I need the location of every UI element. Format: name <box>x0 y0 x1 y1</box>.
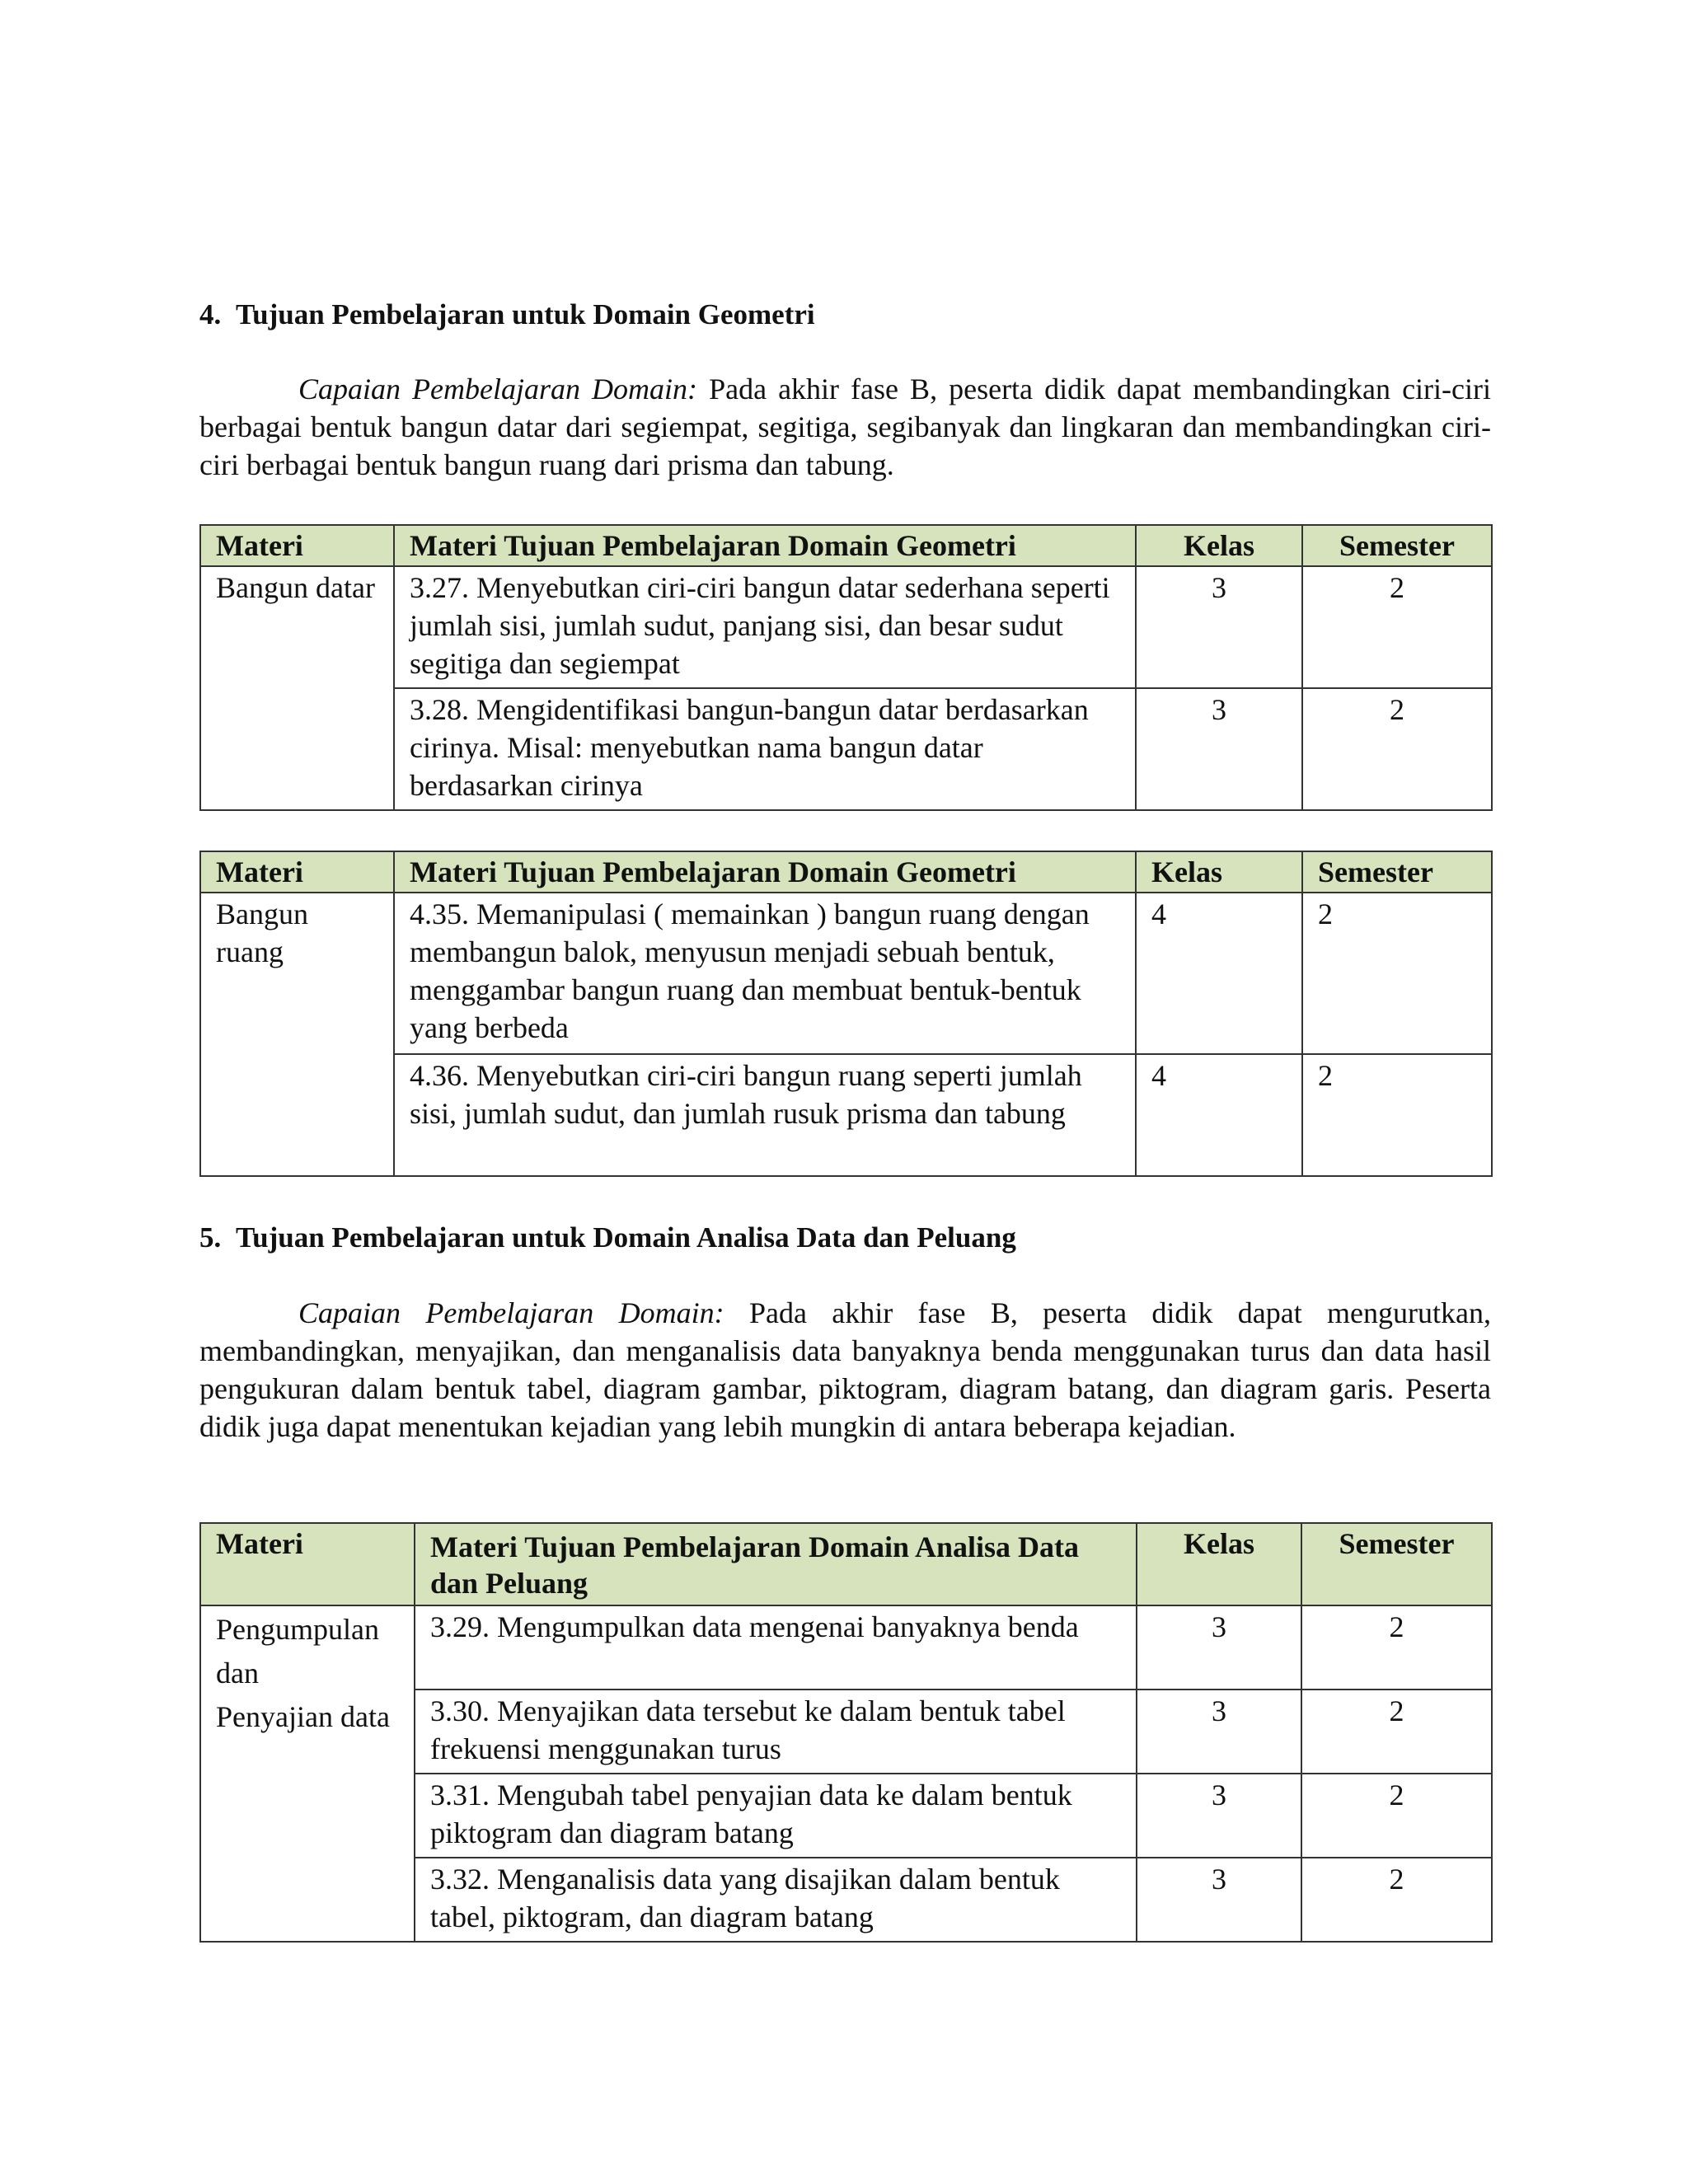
header-materi: Materi <box>200 851 394 893</box>
kelas-cell: 3 <box>1136 566 1302 688</box>
header-kelas: Kelas <box>1137 1523 1301 1605</box>
header-tujuan: Materi Tujuan Pembelajaran Domain Geometri <box>394 851 1136 893</box>
table-row <box>200 1605 1492 1690</box>
section-5-title: Tujuan Pembelajaran untuk Domain Analisa Data dan Peluang <box>236 1221 1016 1254</box>
kelas-cell: 3 <box>1136 688 1302 810</box>
header-materi: Materi <box>200 1523 415 1605</box>
section-4-paragraph <box>199 370 1491 484</box>
section-5-heading <box>199 1219 1016 1257</box>
tp-cell: 3.32. Menganalisis data yang disajikan dalam bentuk tabel, piktogram, dan diagram batang <box>415 1858 1137 1942</box>
tp-cell: 3.31. Mengubah tabel penyajian data ke dalam bentuk piktogram dan diagram batang <box>415 1774 1137 1858</box>
kelas-cell: 3 <box>1137 1774 1301 1858</box>
section-4-title: Tujuan Pembelajaran untuk Domain Geometri <box>236 298 815 330</box>
section-4-number: 4. <box>199 298 222 330</box>
semester-cell: 2 <box>1302 1054 1492 1176</box>
table-header-row <box>200 1523 1492 1605</box>
header-tujuan: Materi Tujuan Pembelajaran Domain Geometri <box>394 525 1136 566</box>
materi-cell: Bangun datar <box>200 566 394 810</box>
table-header-row <box>200 525 1492 566</box>
kelas-cell: 3 <box>1137 1690 1301 1774</box>
header-materi: Materi <box>200 525 394 566</box>
materi-cell: Bangun ruang <box>200 893 394 1176</box>
header-kelas: Kelas <box>1136 525 1302 566</box>
tp-cell: 4.35. Memanipulasi ( memainkan ) bangun ruang dengan membangun balok, menyusun menjadi sebuah bentuk, menggambar bangun ruang dan membuat bentuk-bentuk yang berbeda <box>394 893 1136 1054</box>
table-geometri-bangun-datar <box>199 524 1493 811</box>
section-5-number: 5. <box>199 1221 222 1254</box>
table-header-row <box>200 851 1492 893</box>
header-kelas: Kelas <box>1136 851 1302 893</box>
kelas-cell: 3 <box>1137 1858 1301 1942</box>
table-row <box>200 893 1492 1054</box>
kelas-cell: 4 <box>1136 893 1302 1054</box>
tp-cell: 4.36. Menyebutkan ciri-ciri bangun ruang seperti jumlah sisi, jumlah sudut, dan jumlah rusuk prisma dan tabung <box>394 1054 1136 1176</box>
semester-cell: 2 <box>1302 688 1492 810</box>
section-4-body: Pada akhir fase B, peserta didik dapat membandingkan ciri-ciri berbagai bentuk bangun datar dari segiempat, segitiga, segibanyak dan lingkaran dan membandingkan ciri-ciri berbagai bentuk bangun ruang dari prisma dan tabung. <box>199 373 1491 481</box>
header-semester: Semester <box>1302 525 1492 566</box>
table-row <box>200 566 1492 688</box>
semester-cell: 2 <box>1301 1690 1492 1774</box>
semester-cell: 2 <box>1301 1858 1492 1942</box>
section-5-paragraph <box>199 1294 1491 1446</box>
tp-cell: 3.28. Mengidentifikasi bangun-bangun datar berdasarkan cirinya. Misal: menyebutkan nama bangun datar berdasarkan cirinya <box>394 688 1136 810</box>
semester-cell: 2 <box>1302 566 1492 688</box>
table-analisa-data <box>199 1522 1493 1943</box>
semester-cell: 2 <box>1302 893 1492 1054</box>
section-4-heading <box>199 296 815 334</box>
kelas-cell: 4 <box>1136 1054 1302 1176</box>
section-5-lead: Capaian Pembelajaran Domain: <box>298 1296 724 1329</box>
kelas-cell: 3 <box>1137 1605 1301 1690</box>
table-row <box>200 688 1492 810</box>
header-semester: Semester <box>1301 1523 1492 1605</box>
tp-cell: 3.30. Menyajikan data tersebut ke dalam bentuk tabel frekuensi menggunakan turus <box>415 1690 1137 1774</box>
section-5-body: Pada akhir fase B, peserta didik dapat mengurutkan, membandingkan, menyajikan, dan menganalisis data banyaknya benda menggunakan turus dan data hasil pengukuran dalam bentuk tabel, diagram gambar, piktogram, diagram batang, dan diagram garis. Peserta didik juga dapat menentukan kejadian yang lebih mungkin di antara beberapa kejadian. <box>199 1296 1492 1443</box>
table-row <box>200 1054 1492 1176</box>
table-geometri-bangun-ruang <box>199 851 1493 1177</box>
tp-cell: 3.27. Menyebutkan ciri-ciri bangun datar sederhana seperti jumlah sisi, jumlah sudut, panjang sisi, dan besar sudut segitiga dan segiempat <box>394 566 1136 688</box>
tp-cell: 3.29. Mengumpulkan data mengenai banyaknya benda <box>415 1605 1137 1690</box>
section-4-lead: Capaian Pembelajaran Domain: <box>298 373 698 405</box>
semester-cell: 2 <box>1301 1774 1492 1858</box>
header-tujuan: Materi Tujuan Pembelajaran Domain Analisa Data dan Peluang <box>415 1523 1137 1605</box>
materi-line: Penyajian data <box>216 1700 390 1733</box>
semester-cell: 2 <box>1301 1605 1492 1690</box>
header-semester: Semester <box>1302 851 1492 893</box>
materi-cell <box>200 1605 415 1942</box>
materi-line: Pengumpulan dan <box>216 1613 379 1690</box>
